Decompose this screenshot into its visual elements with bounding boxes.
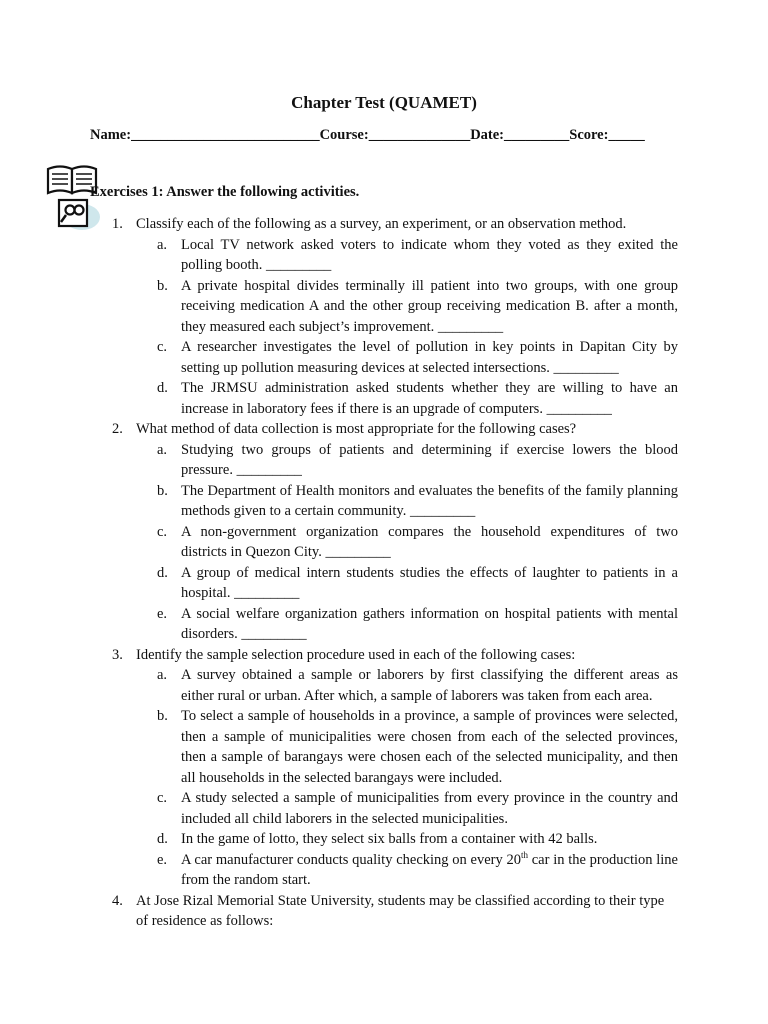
question-1-item-a	[0, 235, 768, 276]
item-text	[181, 849, 678, 889]
question-3-item-d	[0, 829, 768, 850]
question-text: Classify each of the following as a survey, an experiment, or an observation method.	[136, 216, 627, 232]
question-2-item-b	[0, 481, 768, 522]
item-text: In the game of lotto, they select six balls from a container with 42 balls.	[181, 831, 598, 847]
student-info-line: Name:__________________________Course:______________Date:_________Score:_____	[90, 127, 645, 143]
item-label: d.	[157, 831, 168, 847]
item-text: A group of medical intern students studies the effects of laughter to patients in a hospital. _________	[181, 564, 678, 601]
question-3-item-e	[0, 850, 768, 891]
item-label: c.	[157, 339, 168, 355]
question-text: What method of data collection is most appropriate for the following cases?	[136, 421, 577, 437]
item-text: A researcher investigates the level of pollution in key points in Dapitan City by setting up pollution measuring devices at selected intersections. _________	[181, 339, 678, 376]
item-label: d.	[157, 564, 168, 581]
item-label: b.	[157, 482, 168, 499]
item-text: A study selected a sample of municipalities from every province in the country and included all child laborers in the selected municipalities.	[181, 790, 678, 827]
item-label: a.	[157, 236, 168, 253]
item-label: a.	[157, 667, 168, 683]
question-2-item-c	[0, 522, 768, 563]
exercise-heading: Exercises 1: Answer the following activities.	[90, 184, 360, 200]
item-text-end: car in the production line from the random start.	[181, 851, 678, 888]
item-label: e.	[157, 605, 168, 622]
question-text: At Jose Rizal Memorial State University, students may be classified according to their type of residence as follows:	[136, 892, 665, 929]
question-3-item-b	[0, 706, 768, 788]
question-1-item-b	[0, 276, 768, 338]
item-label: e.	[157, 851, 168, 868]
question-2-item-e	[0, 604, 768, 645]
question-number: 2.	[112, 421, 123, 437]
item-label: b.	[157, 708, 168, 724]
question-2-item-d	[0, 563, 768, 604]
question-1	[0, 214, 768, 235]
question-3-item-a	[0, 665, 768, 706]
item-text: A non-government organization compares the household expenditures of two districts in Quezon City. _________	[181, 523, 678, 560]
question-3-item-c	[0, 788, 768, 829]
page-title: Chapter Test (QUAMET)	[291, 93, 477, 112]
ordinal-suffix: th	[520, 849, 528, 860]
item-text: The JRMSU administration asked students whether they are willing to have an increase in laboratory fees if there is an upgrade of computers. _________	[181, 380, 678, 417]
item-text: A private hospital divides terminally ill patient into two groups, with one group receiving medication A and the other group receiving medication B. after a month, they measured each subject’s improvement. _________	[181, 277, 678, 335]
item-text: To select a sample of households in a province, a sample of provinces were selected, then a sample of municipalities were chosen from each of the selected provinces, then a sample of barangays were chosen each of the selected municipality, and then all households in the selected barangays were included.	[181, 708, 678, 786]
question-4	[0, 891, 768, 932]
item-text: Studying two groups of patients and determining if exercise lowers the blood pressure. _________	[181, 441, 678, 478]
question-number: 1.	[112, 216, 123, 232]
item-label: b.	[157, 277, 168, 294]
question-2-item-a	[0, 440, 768, 481]
question-number: 4.	[112, 892, 123, 909]
question-number: 3.	[112, 646, 123, 663]
item-text: The Department of Health monitors and evaluates the benefits of the family planning methods given to a certain community. _________	[181, 482, 678, 519]
item-label: d.	[157, 380, 168, 396]
item-label: c.	[157, 523, 168, 540]
question-1-item-d	[0, 378, 768, 419]
question-list	[0, 214, 768, 932]
question-1-item-c	[0, 337, 768, 378]
item-text: Local TV network asked voters to indicate whom they voted as they exited the polling booth. _________	[181, 236, 678, 273]
question-3	[0, 645, 768, 666]
question-2	[0, 419, 768, 440]
item-text: A social welfare organization gathers information on hospital patients with mental disorders. _________	[181, 605, 678, 642]
item-text: A survey obtained a sample or laborers by first classifying the different areas as either rural or urban. After which, a sample of laborers was taken from each area.	[181, 667, 678, 704]
item-label: c.	[157, 790, 168, 806]
question-text: Identify the sample selection procedure used in each of the following cases:	[136, 646, 576, 663]
item-text-start: A car manufacturer conducts quality checking on every 20	[181, 851, 521, 868]
item-label: a.	[157, 441, 168, 458]
